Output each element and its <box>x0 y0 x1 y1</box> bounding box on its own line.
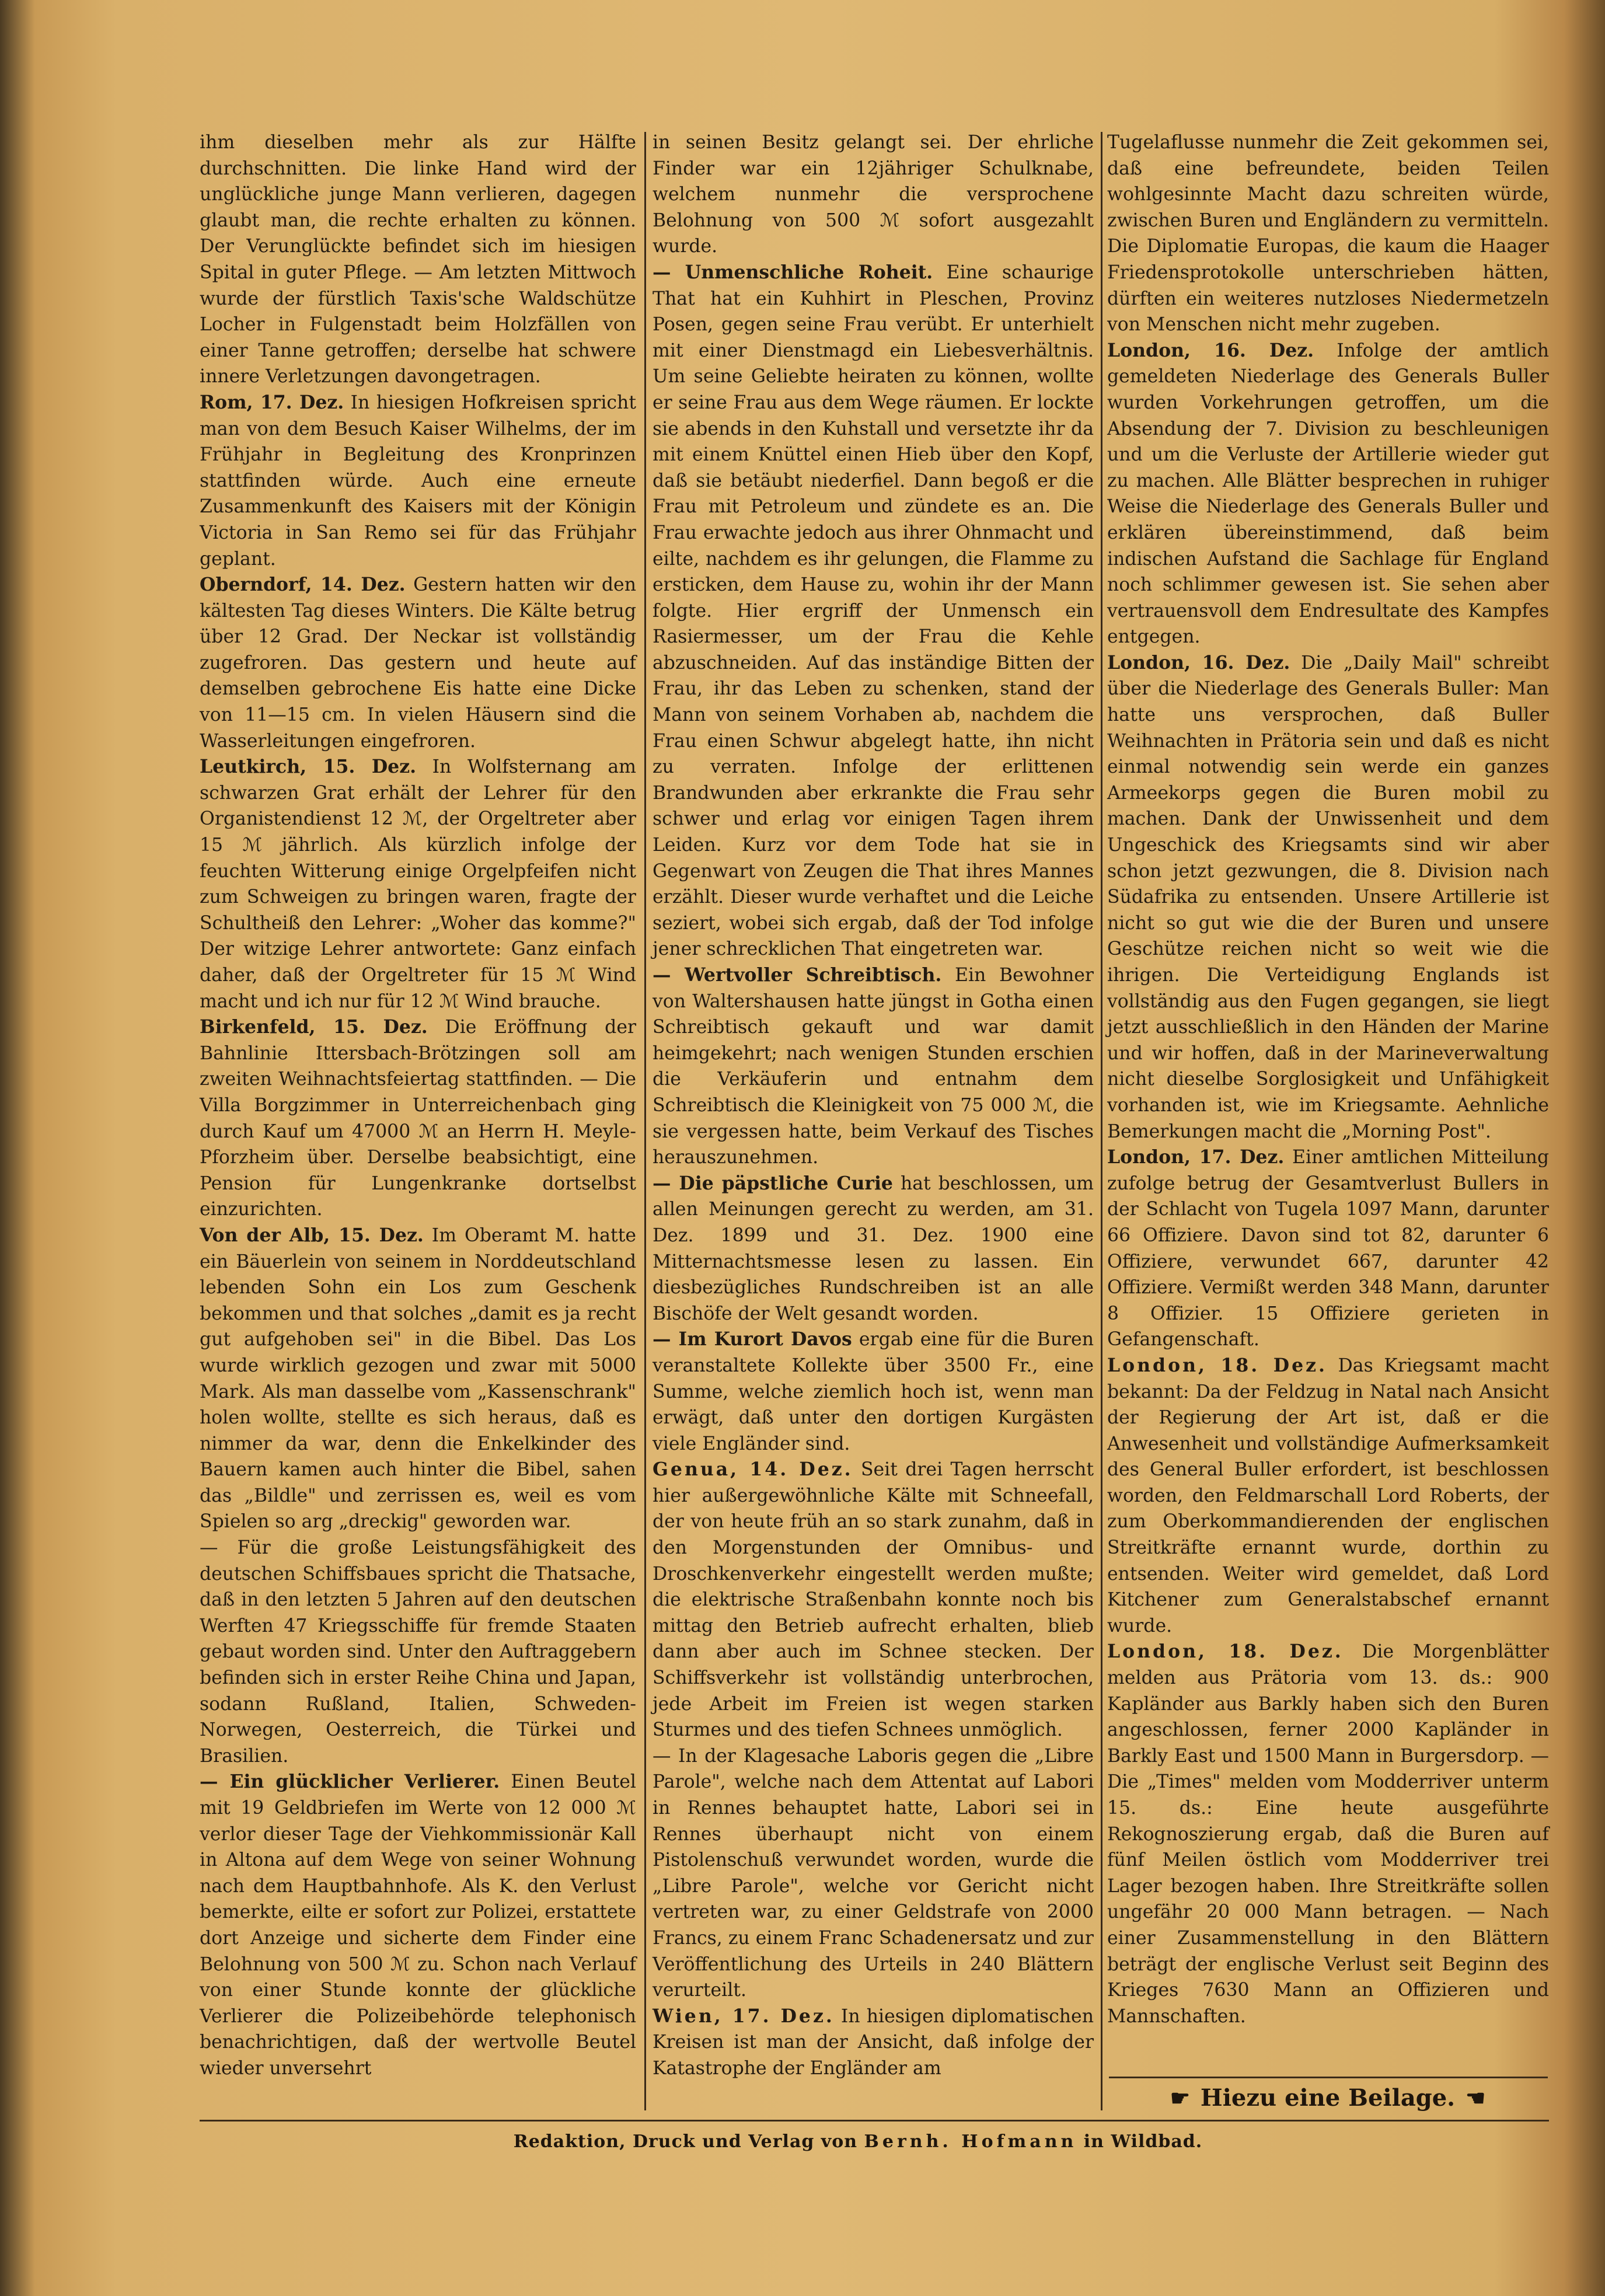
supplement-notice <box>1112 2081 1544 2114</box>
article-paragraph <box>1107 338 1549 650</box>
article-paragraph <box>1107 1353 1549 1639</box>
pointing-hand-right-icon: ☚ <box>1466 2084 1486 2111</box>
article-text: In hiesigen diplomatischen Kreisen ist man der Ansicht, daß infolge der Katastrophe der Engländer am <box>653 2005 1094 2079</box>
column-divider-1 <box>644 132 646 2110</box>
article-dateline: London, 16. Dez. <box>1107 651 1290 674</box>
article-text: Die Morgenblätter melden aus Prätoria vom 13. ds.: 900 Kapländer aus Barkly haben sich den Buren angeschlossen, ferner 2000 Kapländer in Barkly East und 1500 Mann in Burgersdorp. — Die „Times" melden vom Modderriver unterm 15. ds.: Eine heute ausgeführte Rekognoszierung ergab, daß die Buren auf fünf Meilen östlich vom Modderriver trei Lager bezogen haben. Ihre Streitkräfte sollen ungefähr 20 000 Mann betragen. — Nach einer Zusammenstellung in den Blättern beträgt der englische Verlust seit Beginn des Krieges 7630 Mann an Offizieren und Mannschaften. <box>1107 1641 1549 2027</box>
article-text: Einen Beutel mit 19 Geldbriefen im Werte von 12 000 ℳ verlor dieser Tage der Viehkommissionär Kall in Altona auf dem Wege von seiner Wohnung nach dem Hauptbahnhofe. Als K. den Verlust bemerkte, eilte er sofort zur Polizei, erstattete dort Anzeige und sicherte dem Finder eine Belohnung von 500 ℳ zu. Schon nach Verlauf von einer Stunde konnte der glückliche Verlierer die Polizeibehörde telephonisch benachrichtigen, daß der wertvolle Beutel wieder unversehrt <box>200 1771 637 2079</box>
article-text: ihm dieselben mehr als zur Hälfte durchschnitten. Die linke Hand wird der unglückliche junge Mann verlieren, dagegen glaubt man, die rechte erhalten zu können. Der Verunglückte befindet sich im hiesigen Spital in guter Pflege. — Am letzten Mittwoch wurde der fürstlich Taxis'sche Waldschütze Locher in Fulgenstadt beim Holzfällen von einer Tanne getroffen; derselbe hat schwere innere Verletzungen davongetragen. <box>200 132 636 388</box>
article-paragraph <box>653 2004 1094 2082</box>
beilage-rule-top <box>1109 2077 1548 2078</box>
article-text: — Für die große Leistungsfähigkeit des deutschen Schiffsbaues spricht die Thatsache, daß in den letzten 5 Jahren auf den deutschen Werften 47 Kriegsschiffe für fremde Staaten gebaut worden sind. Unter den Auftraggebern befinden sich in erster Reihe China und Japan, sodann Rußland, Italien, Schweden-Norwegen, Oesterreich, die Türkei und Brasilien. <box>200 1537 636 1767</box>
article-text: hat beschlossen, um allen Meinungen gerecht zu werden, am 31. Dez. 1899 und 31. Dez. 1900 eine Mitternachtsmesse lesen zu lassen. Ein diesbezügliches Rundschreiben ist an alle Bischöfe der Welt gesandt worden. <box>653 1173 1094 1324</box>
article-dateline: London, 18. Dez. <box>1107 1641 1344 1663</box>
pointing-hand-left-icon: ☛ <box>1170 2084 1190 2111</box>
article-paragraph <box>653 1327 1094 1457</box>
article-paragraph <box>200 390 636 572</box>
article-dateline: — Im Kurort Davos <box>653 1328 852 1351</box>
article-dateline: Wien, 17. Dez. <box>653 2005 835 2027</box>
article-text: Einer amtlichen Mitteilung zufolge betrug der Gesamtverlust Bullers in der Schlacht von Tugela 1097 Mann, darunter 66 Offiziere. Davon sind tot 82, darunter 6 Offiziere, verwundet 667, darunter 42 Offiziere. Vermißt werden 348 Mann, darunter 8 Offizier. 15 Offiziere gerieten in Gefangenschaft. <box>1107 1147 1549 1351</box>
supplement-notice-text: Hiezu eine Beilage. <box>1200 2084 1456 2112</box>
article-paragraph <box>200 572 636 754</box>
column-3 <box>1107 130 1549 2029</box>
article-dateline: Genua, 14. Dez. <box>653 1458 853 1481</box>
article-paragraph <box>1107 650 1549 1144</box>
imprint-suffix: in Wildbad. <box>1077 2131 1203 2152</box>
article-paragraph <box>653 1457 1094 1743</box>
article-paragraph <box>200 1769 636 2081</box>
article-dateline: Birkenfeld, 15. Dez. <box>200 1016 428 1038</box>
article-paragraph <box>1107 130 1549 338</box>
article-text: Im Oberamt M. hatte ein Bäuerlein von seinem in Norddeutschland lebenden Sohn ein Los zum Geschenk bekommen und that solches „damit es ja recht gut aufgehoben sei" in die Bibel. Das Los wurde wirklich gezogen und zwar mit 5000 Mark. Als man dasselbe vom „Kassenschrank" holen wollte, stellte es sich heraus, daß es nimmer da war, denn die Enkelkinder des Bauern kamen auch hinter die Bibel, sahen das „Bildle" und zerrissen es, weil es vom Spielen so arg „dreckig" geworden war. <box>200 1224 636 1533</box>
footer-rule <box>200 2120 1549 2121</box>
article-dateline: Von der Alb, 15. Dez. <box>200 1224 424 1246</box>
article-text: Gestern hatten wir den kältesten Tag dieses Winters. Die Kälte betrug über 12 Grad. Der Neckar ist vollständig zugefroren. Das gestern und heute auf demselben gebrochene Eis hatte eine Dicke von 11—15 cm. In vielen Häusern sind die Wasserleitungen eingefroren. <box>200 574 636 752</box>
article-paragraph <box>200 1223 636 1535</box>
imprint <box>479 2131 1237 2152</box>
article-text: Tugelaflusse nunmehr die Zeit gekommen sei, daß eine befreundete, beiden Teilen wohlgesinnte Macht dazu schreiten würde, zwischen Buren und Engländern zu vermitteln. Die Diplomatie Europas, die kaum die Haager Friedensprotokolle unterschrieben hätten, dürften ein weiteres nutzloses Niedermetzeln von Menschen nicht mehr zugeben. <box>1107 132 1549 336</box>
article-dateline: London, 18. Dez. <box>1107 1354 1327 1376</box>
article-text: Eine schaurige That hat ein Kuhhirt in Pleschen, Provinz Posen, gegen seine Frau verübt. Er unterhielt mit einer Dienstmagd ein Liebesverhältnis. Um seine Geliebte heiraten zu können, wollte er seine Frau aus dem Wege räumen. Er lockte sie abends in den Kuhstall und versetzte ihr da mit einem Knüttel einen Hieb über den Kopf, daß sie betäubt niederfiel. Dann begoß er die Frau mit Petroleum und zündete es an. Die Frau erwachte jedoch aus ihrer Ohnmacht und eilte, nachdem es ihr gelungen, die Flamme zu ersticken, dem Hause zu, wohin ihr der Mann folgte. Hier ergriff der Unmensch ein Rasiermesser, um der Frau die Kehle abzuschneiden. Auf das inständige Bitten der Frau, ihr das Leben zu schenken, stand der Mann von seinem Vorhaben ab, nachdem die Frau einen Schwur abgelegt hatte, ihn nicht zu verraten. Infolge der erlittenen Brandwunden aber erkrankte die Frau sehr schwer und erlag vor einigen Tagen ihrem Leiden. Kurz vor dem Tode hat sie in Gegenwart von Zeugen die That ihres Mannes erzählt. Dieser wurde verhaftet und die Leiche seziert, wobei sich ergab, daß der Tod infolge jener schrecklichen That eingetreten war. <box>653 261 1094 960</box>
article-text: Die „Daily Mail" schreibt über die Niederlage des Generals Buller: Man hatte uns versprochen, daß Buller Weihnachten in Prätoria sein und daß es nicht einmal notwendig sein werde ein ganzes Armeekorps gegen die Buren mobil zu machen. Dank der Unwissenheit und dem Ungeschick des Kriegsamts sind wir aber schon jetzt gezwungen, die 8. Division nach Südafrika zu entsenden. Unsere Artillerie ist nicht so gut wie die der Buren und unsere Geschütze reichen nicht so weit wie die ihrigen. Die Verteidigung Englands ist vollständig aus den Fugen gegangen, sie liegt jetzt ausschließlich in den Händen der Marine und wir hoffen, daß in der Marineverwaltung nicht dieselbe Sorglosigkeit und Unfähigkeit vorhanden ist, wie im Kriegsamte. Aehnliche Bemerkungen macht die „Morning Post". <box>1107 652 1550 1142</box>
article-text: — In der Klagesache Laboris gegen die „Libre Parole", welche nach dem Attentat auf Labori in Rennes behauptet hatte, Labori sei in Rennes überhaupt nicht von einem Pistolenschuß verwundet worden, wurde die „Libre Parole", welche vor Gericht nicht vertreten war, zu einer Geldstrafe von 2000 Francs, zu einem Franc Schadenersatz und zur Veröffentlichung des Urteils in 240 Blättern verurteilt. <box>653 1745 1094 2001</box>
article-paragraph <box>200 754 636 1014</box>
article-dateline: London, 17. Dez. <box>1107 1146 1285 1168</box>
imprint-name: Bernh. Hofmann <box>864 2131 1077 2152</box>
article-text: Das Kriegsamt macht bekannt: Da der Feldzug in Natal nach Ansicht der Regierung der Art ist, daß er die Anwesenheit und vollständige Aufmerksamkeit des General Buller erfordert, ist beschlossen worden, den Feldmarschall Lord Roberts, der zum Oberkommandierenden der englischen Streitkräfte ernannt wurde, dorthin zu entsenden. Weiter wird gemeldet, daß Lord Kitchener zum Generalstabschef ernannt wurde. <box>1107 1355 1549 1636</box>
article-dateline: Oberndorf, 14. Dez. <box>200 574 406 596</box>
article-text: ergab eine für die Buren veranstaltete Kollekte über 3500 Fr., eine Summe, welche ziemlich hoch ist, wenn man erwägt, daß unter den dortigen Kurgästen viele Engländer sind. <box>653 1329 1094 1454</box>
article-dateline: Leutkirch, 15. Dez. <box>200 756 417 778</box>
article-paragraph <box>200 1535 636 1769</box>
article-paragraph <box>1107 1639 1549 2029</box>
article-text: Seit drei Tagen herrscht hier außergewöhnliche Kälte mit Schneefall, der von heute früh an so stark zunahm, daß in den Morgenstunden der Omnibus- und Droschkenverkehr eingestellt werden mußte; die elektrische Straßenbahn konnte noch bis mittag den Betrieb aufrecht erhalten, blieb dann aber auch im Schnee stecken. Der Schiffsverkehr ist vollständig unterbrochen, jede Arbeit im Freien ist wegen starken Sturmes und des tiefen Schnees unmöglich. <box>653 1459 1094 1741</box>
article-dateline: — Die päpstliche Curie <box>653 1172 893 1194</box>
article-text: in seinen Besitz gelangt sei. Der ehrliche Finder war ein 12jähriger Schulknabe, welchem nunmehr die versprochene Belohnung von 500 ℳ sofort ausgezahlt wurde. <box>653 132 1094 257</box>
article-text: Die Eröffnung der Bahnlinie Ittersbach-Brötzingen soll am zweiten Weihnachtsfeiertag stattfinden. — Die Villa Borgzimmer in Unterreichenbach ging durch Kauf um 47000 ℳ an Herrn H. Meyle-Pforzheim über. Derselbe beabsichtigt, eine Pension für Lungenkranke dortselbst einzurichten. <box>200 1017 637 1220</box>
article-paragraph <box>200 130 636 390</box>
article-paragraph <box>653 130 1094 260</box>
article-text: Infolge der amtlich gemeldeten Niederlage des Generals Buller wurden Vorkehrungen getroffen, um die Absendung der 7. Division zu beschleunigen und um die Verluste der Artillerie wieder gut zu machen. Alle Blätter besprechen in ruhiger Weise die Niederlage des Generals Buller und erklären übereinstimmend, daß beim indischen Aufstand die Sachlage für England noch schlimmer gewesen ist. Sie sehen aber vertrauensvoll dem Endresultate des Kampfes entgegen. <box>1107 340 1549 648</box>
article-dateline: — Wertvoller Schreibtisch. <box>653 964 942 986</box>
article-paragraph <box>653 1171 1094 1327</box>
article-text: In Wolfsternang am schwarzen Grat erhält der Lehrer für den Organistendienst 12 ℳ, der Orgeltreter aber 15 ℳ jährlich. Als kürzlich infolge der feuchten Witterung einige Orgelpfeifen nicht zum Schweigen zu bringen waren, fragte der Schultheiß den Lehrer: „Woher das komme?" Der witzige Lehrer antwortete: Ganz einfach daher, daß der Orgeltreter für 15 ℳ Wind macht und ich nur für 12 ℳ Wind brauche. <box>200 756 636 1012</box>
article-paragraph <box>653 962 1094 1171</box>
article-dateline: Rom, 17. Dez. <box>200 391 344 413</box>
article-text: Ein Bewohner von Waltershausen hatte jüngst in Gotha einen Schreibtisch gekauft und war damit heimgekehrt; nach wenigen Stunden erschien die Verkäuferin und entnahm dem Schreibtisch die Kleinigkeit von 75 000 ℳ, die sie vergessen hatte, beim Verkauf des Tisches herauszunehmen. <box>653 965 1094 1168</box>
article-text: In hiesigen Hofkreisen spricht man von dem Besuch Kaiser Wilhelms, der im Frühjahr in Begleitung des Kronprinzen stattfinden würde. Auch eine erneute Zusammenkunft des Kaisers mit der Königin Victoria in San Remo sei für das Frühjahr geplant. <box>200 392 636 570</box>
article-paragraph <box>200 1014 636 1223</box>
article-paragraph <box>653 1743 1094 2004</box>
article-dateline: — Ein glücklicher Verlierer. <box>200 1771 500 1793</box>
imprint-prefix: Redaktion, Druck und Verlag von <box>513 2131 864 2152</box>
article-dateline: London, 16. Dez. <box>1107 339 1314 361</box>
column-1 <box>200 130 636 2082</box>
article-paragraph <box>653 260 1094 962</box>
column-2 <box>653 130 1094 2082</box>
article-dateline: — Unmenschliche Roheit. <box>653 261 933 283</box>
column-divider-2 <box>1101 132 1102 2110</box>
article-paragraph <box>1107 1144 1549 1353</box>
